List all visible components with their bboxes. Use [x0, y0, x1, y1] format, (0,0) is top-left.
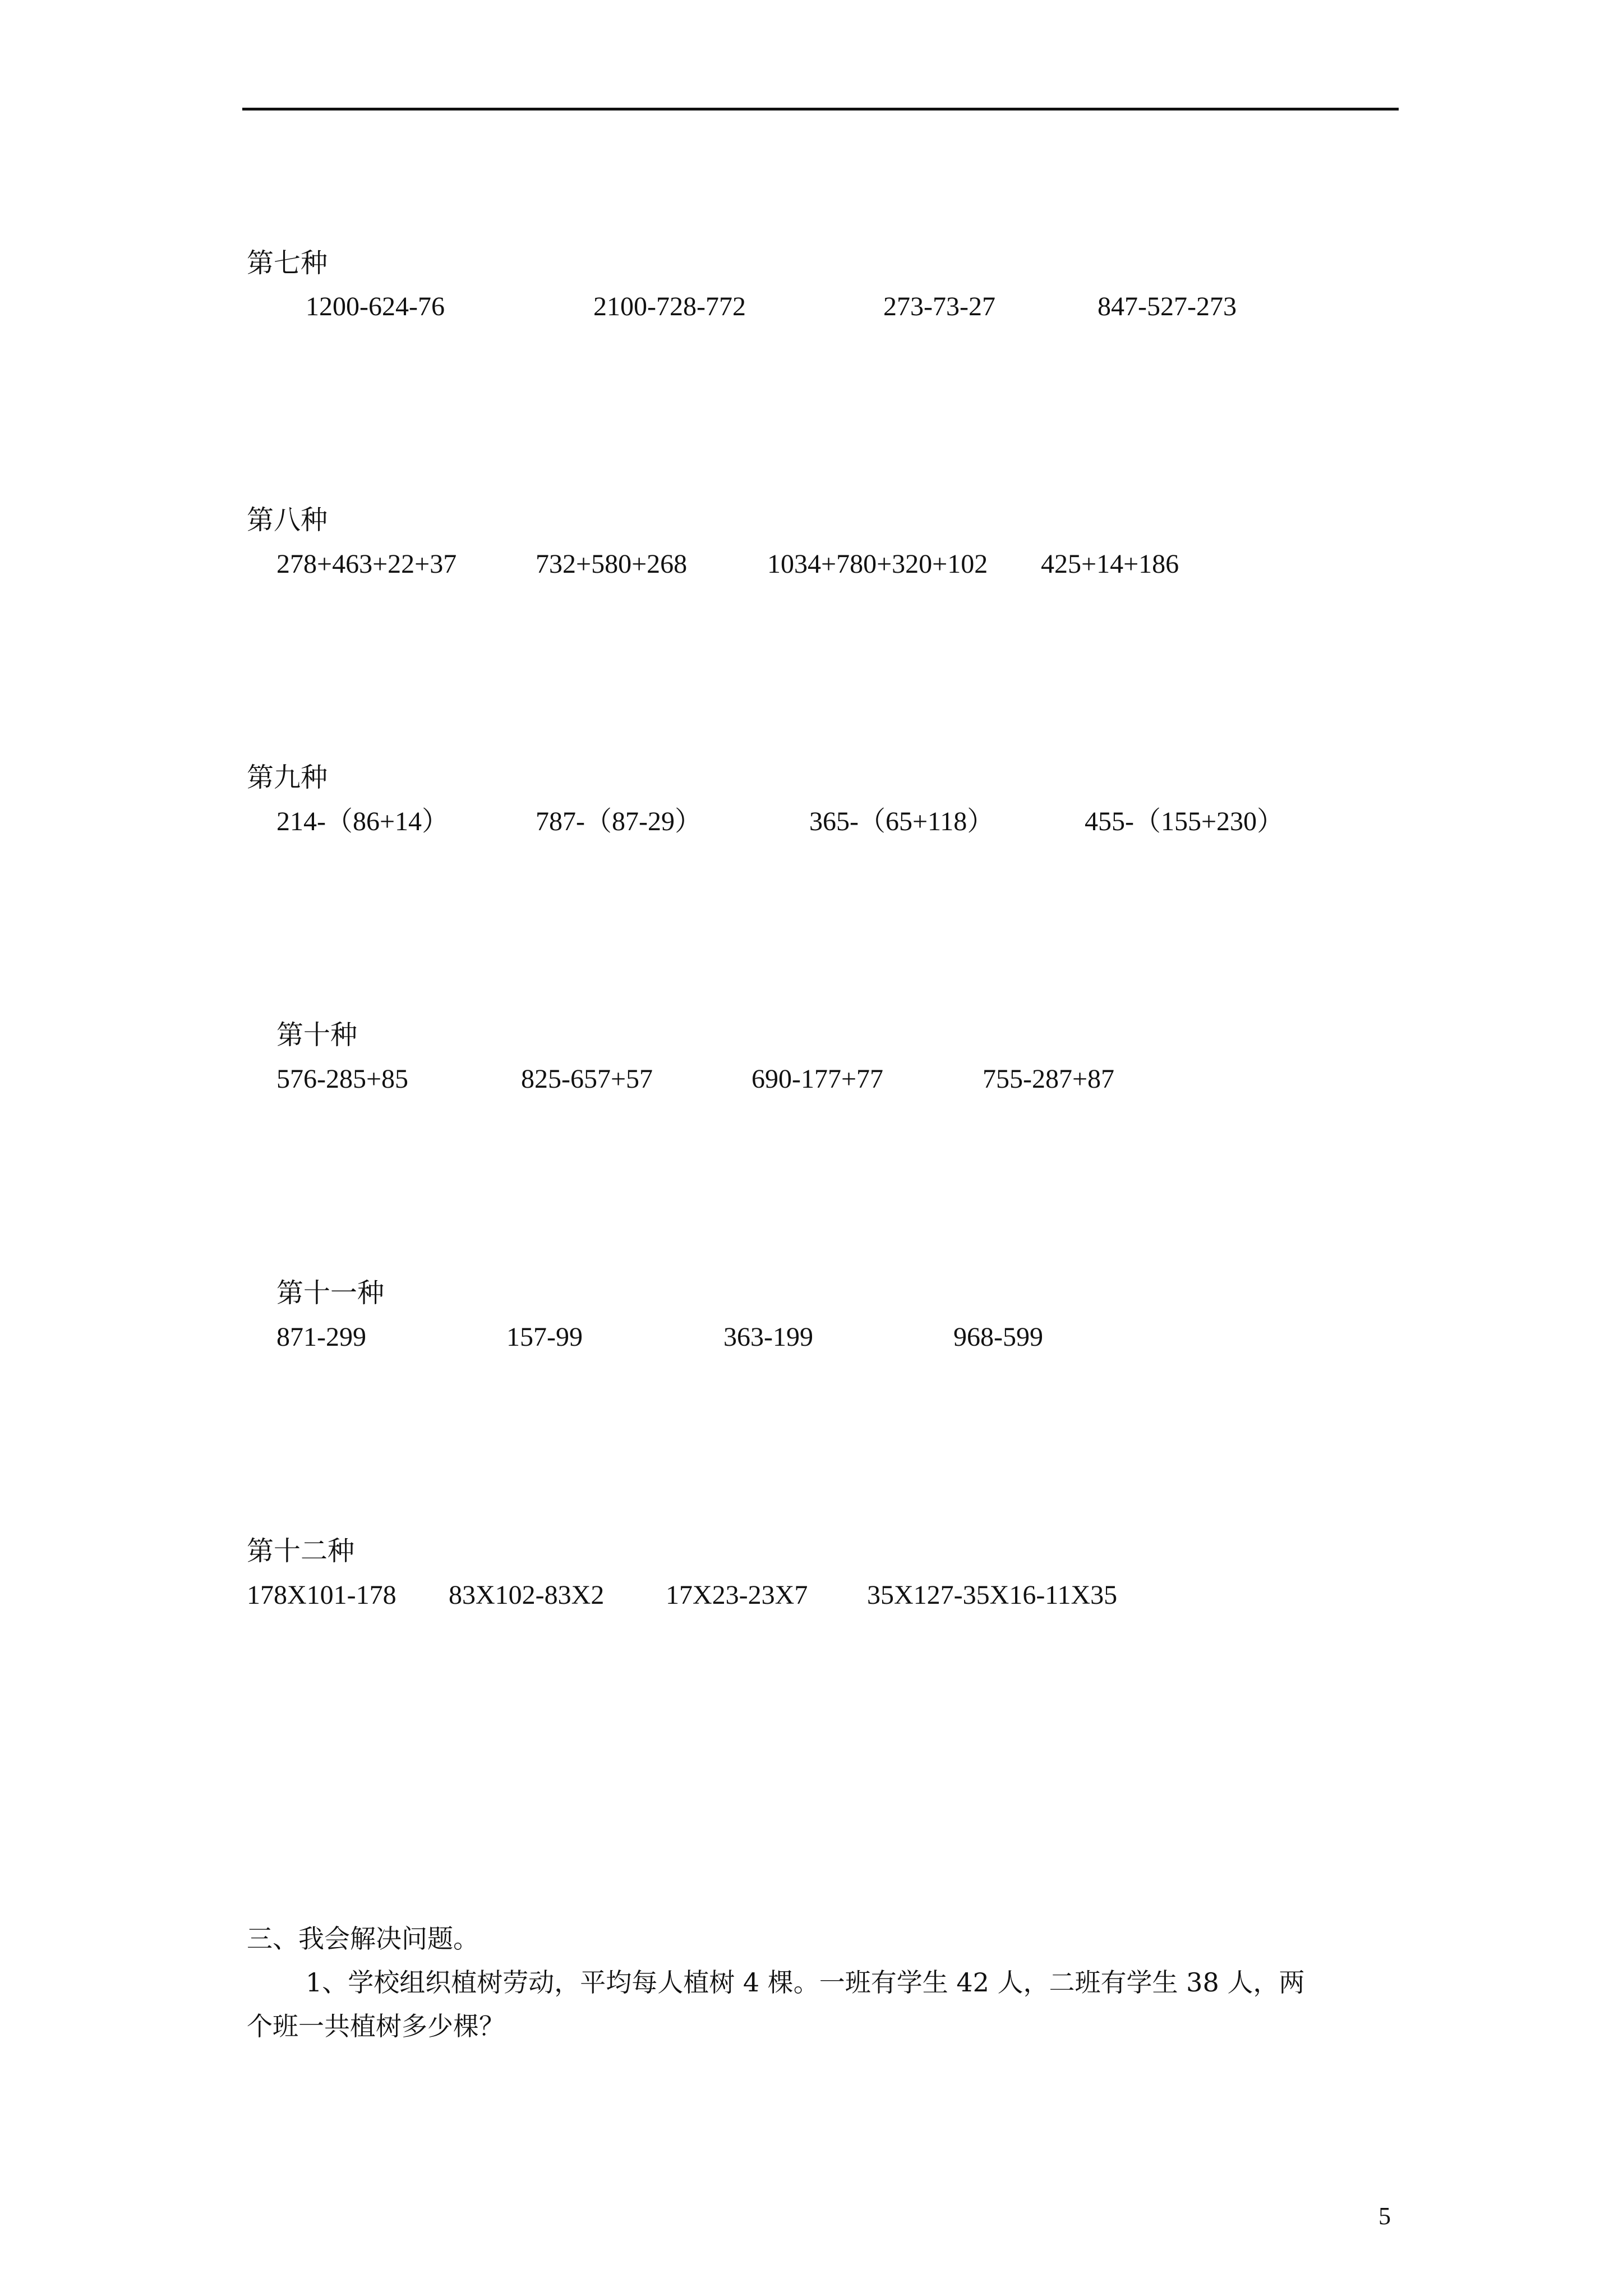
expression: 787-（87-29）	[536, 807, 702, 836]
expression: 365-（65+118）	[809, 807, 994, 836]
section-title: 第七种	[247, 247, 328, 279]
question-text: 1、学校组织植树劳动，平均每人植树 4 棵。一班有学生 42 人，二班有学生 38 人，两	[306, 1967, 1305, 1998]
expression: 1034+780+320+102	[767, 549, 988, 579]
expression: 847-527-273	[1098, 292, 1237, 321]
part-heading: 三、我会解决问题。	[247, 1924, 479, 1954]
expression: 871-299	[276, 1322, 366, 1352]
expression: 278+463+22+37	[276, 549, 457, 579]
expression: 35X127-35X16-11X35	[867, 1580, 1118, 1610]
expression: 576-285+85	[276, 1064, 409, 1094]
expression: 732+580+268	[536, 549, 688, 579]
expression: 825-657+57	[521, 1064, 653, 1094]
expression: 1200-624-76	[306, 292, 445, 321]
expression: 83X102-83X2	[449, 1580, 605, 1610]
section-title: 第九种	[247, 762, 328, 793]
expression: 157-99	[506, 1322, 583, 1352]
expression: 455-（155+230）	[1085, 807, 1284, 836]
expression: 363-199	[723, 1322, 813, 1352]
expression: 2100-728-772	[593, 292, 746, 321]
expression: 690-177+77	[751, 1064, 884, 1094]
section-title: 第十一种	[276, 1277, 385, 1309]
section-title: 第十二种	[247, 1535, 355, 1567]
page-number: 5	[1378, 2202, 1391, 2230]
expression: 968-599	[953, 1322, 1043, 1352]
expression: 755-287+87	[983, 1064, 1115, 1094]
section-title: 第十种	[276, 1019, 358, 1051]
section-title: 第八种	[247, 504, 328, 536]
expression: 214-（86+14）	[276, 807, 449, 836]
expression: 178X101-178	[247, 1580, 396, 1610]
expression: 273-73-27	[883, 292, 995, 321]
expression: 17X23-23X7	[666, 1580, 808, 1610]
header-rule	[242, 108, 1399, 111]
question-text-continued: 个班一共植树多少棵？	[247, 2011, 505, 2041]
expression: 425+14+186	[1041, 549, 1179, 579]
